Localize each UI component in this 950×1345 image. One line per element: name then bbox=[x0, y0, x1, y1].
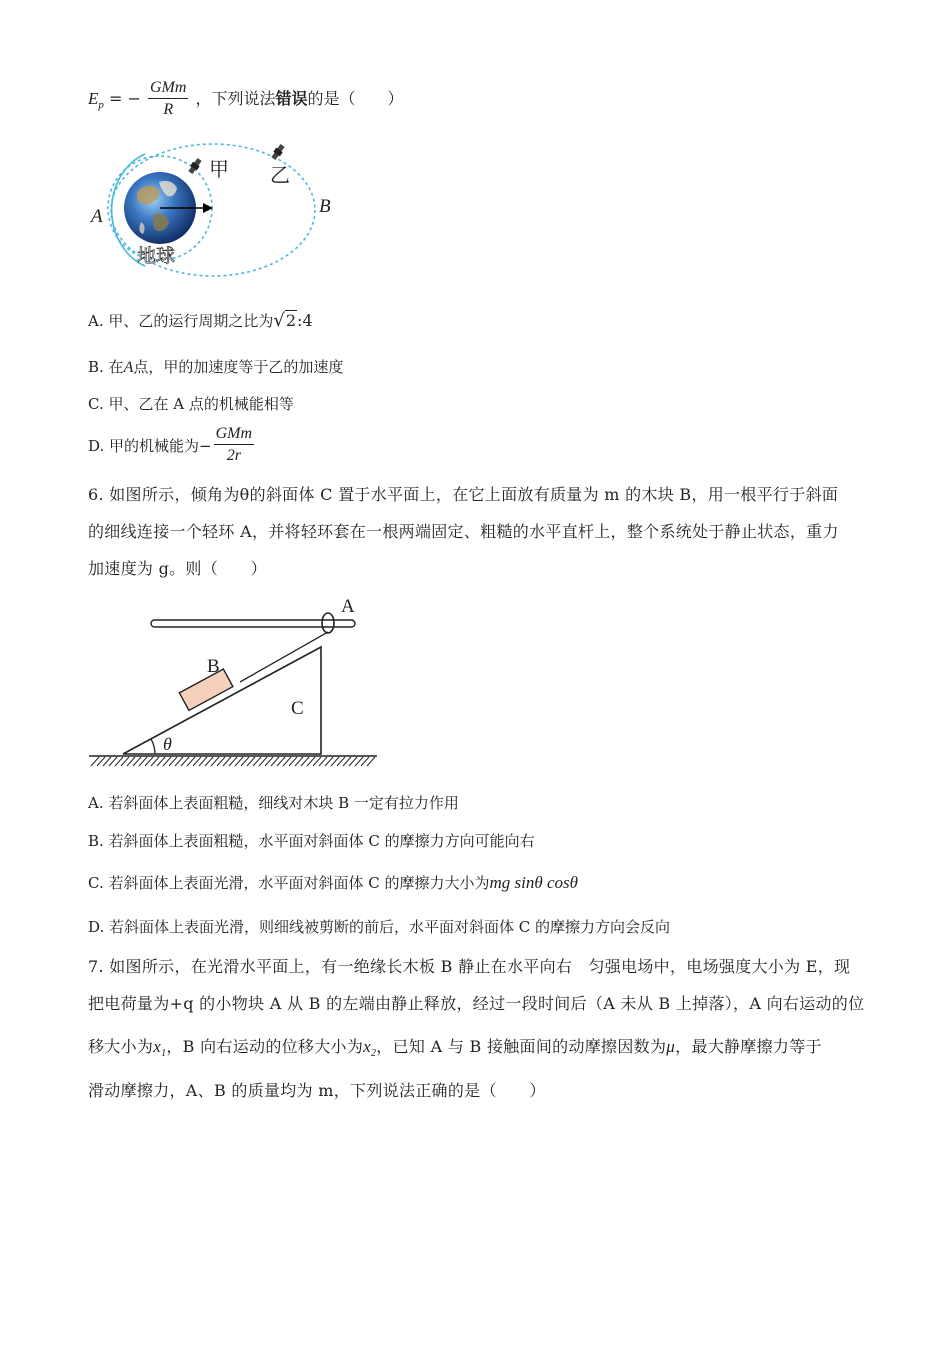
ep-symbol: E bbox=[88, 89, 99, 108]
ep-fraction bbox=[148, 78, 188, 121]
label-ring-a: A bbox=[341, 596, 355, 617]
q7-line-1: 7. 如图所示，在光滑水平面上，有一绝缘长木板 B 静止在水平向右 匀强电场中，电场强度大小为 E，现 bbox=[88, 957, 851, 976]
q7-line-2: 把电荷量为+q 的小物块 A 从 B 的左端由静止释放，经过一段时间后（A 未从 B 上掉落），A 向右运动的位 bbox=[88, 994, 865, 1013]
ground-hatch bbox=[91, 757, 375, 766]
label-point-b: B bbox=[319, 196, 331, 217]
q6-line-1: 6. 如图所示，倾角为θ的斜面体 C 置于水平面上，在它上面放有质量为 m 的木块 B，用一根平行于斜面 bbox=[88, 485, 839, 504]
label-block-b: B bbox=[207, 656, 220, 677]
q5-stem-post: 的是（ ） bbox=[307, 89, 404, 108]
q6-option-c: C. 若斜面体上表面光滑，水平面对斜面体 C 的摩擦力大小为mg sinθ cosθ bbox=[88, 873, 578, 892]
q6-option-a: A. 若斜面体上表面粗糙，细线对木块 B 一定有拉力作用 bbox=[88, 794, 459, 812]
ep-numerator: GMm bbox=[148, 78, 188, 99]
q5-stem bbox=[88, 78, 404, 122]
arrow-head-icon bbox=[203, 203, 213, 213]
label-incline-c: C bbox=[291, 698, 304, 719]
sqrt-icon: √2 bbox=[273, 310, 297, 331]
q5-option-b: B. 在A点，甲的加速度等于乙的加速度 bbox=[88, 358, 344, 376]
q6-line-3: 加速度为 g。则（ ） bbox=[88, 559, 267, 578]
label-yi: 乙 bbox=[270, 163, 290, 187]
q6-option-d: D. 若斜面体上表面光滑，则细线被剪断的前后，水平面对斜面体 C 的摩擦力方向会反向 bbox=[88, 918, 671, 936]
satellite-yi-icon bbox=[270, 143, 286, 161]
label-earth: 地球 bbox=[137, 245, 176, 267]
q7-line-4: 滑动摩擦力，A、B 的质量均为 m，下列说法正确的是（ ） bbox=[88, 1081, 546, 1100]
orbit-figure bbox=[85, 132, 345, 282]
label-theta: θ bbox=[163, 734, 172, 754]
friction-formula: mg sinθ cosθ bbox=[489, 873, 578, 892]
incline-figure bbox=[85, 592, 385, 772]
ep-denominator: R bbox=[163, 101, 174, 118]
q5-stem-bold: 错误 bbox=[275, 89, 308, 108]
label-jia: 甲 bbox=[209, 157, 229, 181]
horizontal-rod bbox=[151, 620, 355, 627]
label-point-a: A bbox=[91, 206, 103, 227]
q5-stem-pre: ，下列说法 bbox=[195, 89, 276, 108]
ep-equals: = − bbox=[108, 89, 141, 108]
q5-option-c: C. 甲、乙在 A 点的机械能相等 bbox=[88, 395, 294, 413]
q6-line-2: 的细线连接一个轻环 A，并将轻环套在一根两端固定、粗糙的水平直杆上，整个系统处于静止状态，重力 bbox=[88, 522, 839, 541]
ep-sub: p bbox=[98, 99, 104, 112]
q7-line-3: 移大小为$x_1$，B 向右运动的位移大小为$x_2$，已知 A 与 B 接触面间的动摩擦因数为μ，最大静摩擦力等于 bbox=[88, 1037, 822, 1060]
q5-option-a: A. 甲、乙的运行周期之比为√2:4 bbox=[88, 310, 313, 331]
q5-option-d: D. 甲的机械能为− $\frac{\text{GMm}}{2r}$ bbox=[88, 425, 253, 464]
q6-option-b: B. 若斜面体上表面粗糙，水平面对斜面体 C 的摩擦力方向可能向右 bbox=[88, 832, 535, 850]
